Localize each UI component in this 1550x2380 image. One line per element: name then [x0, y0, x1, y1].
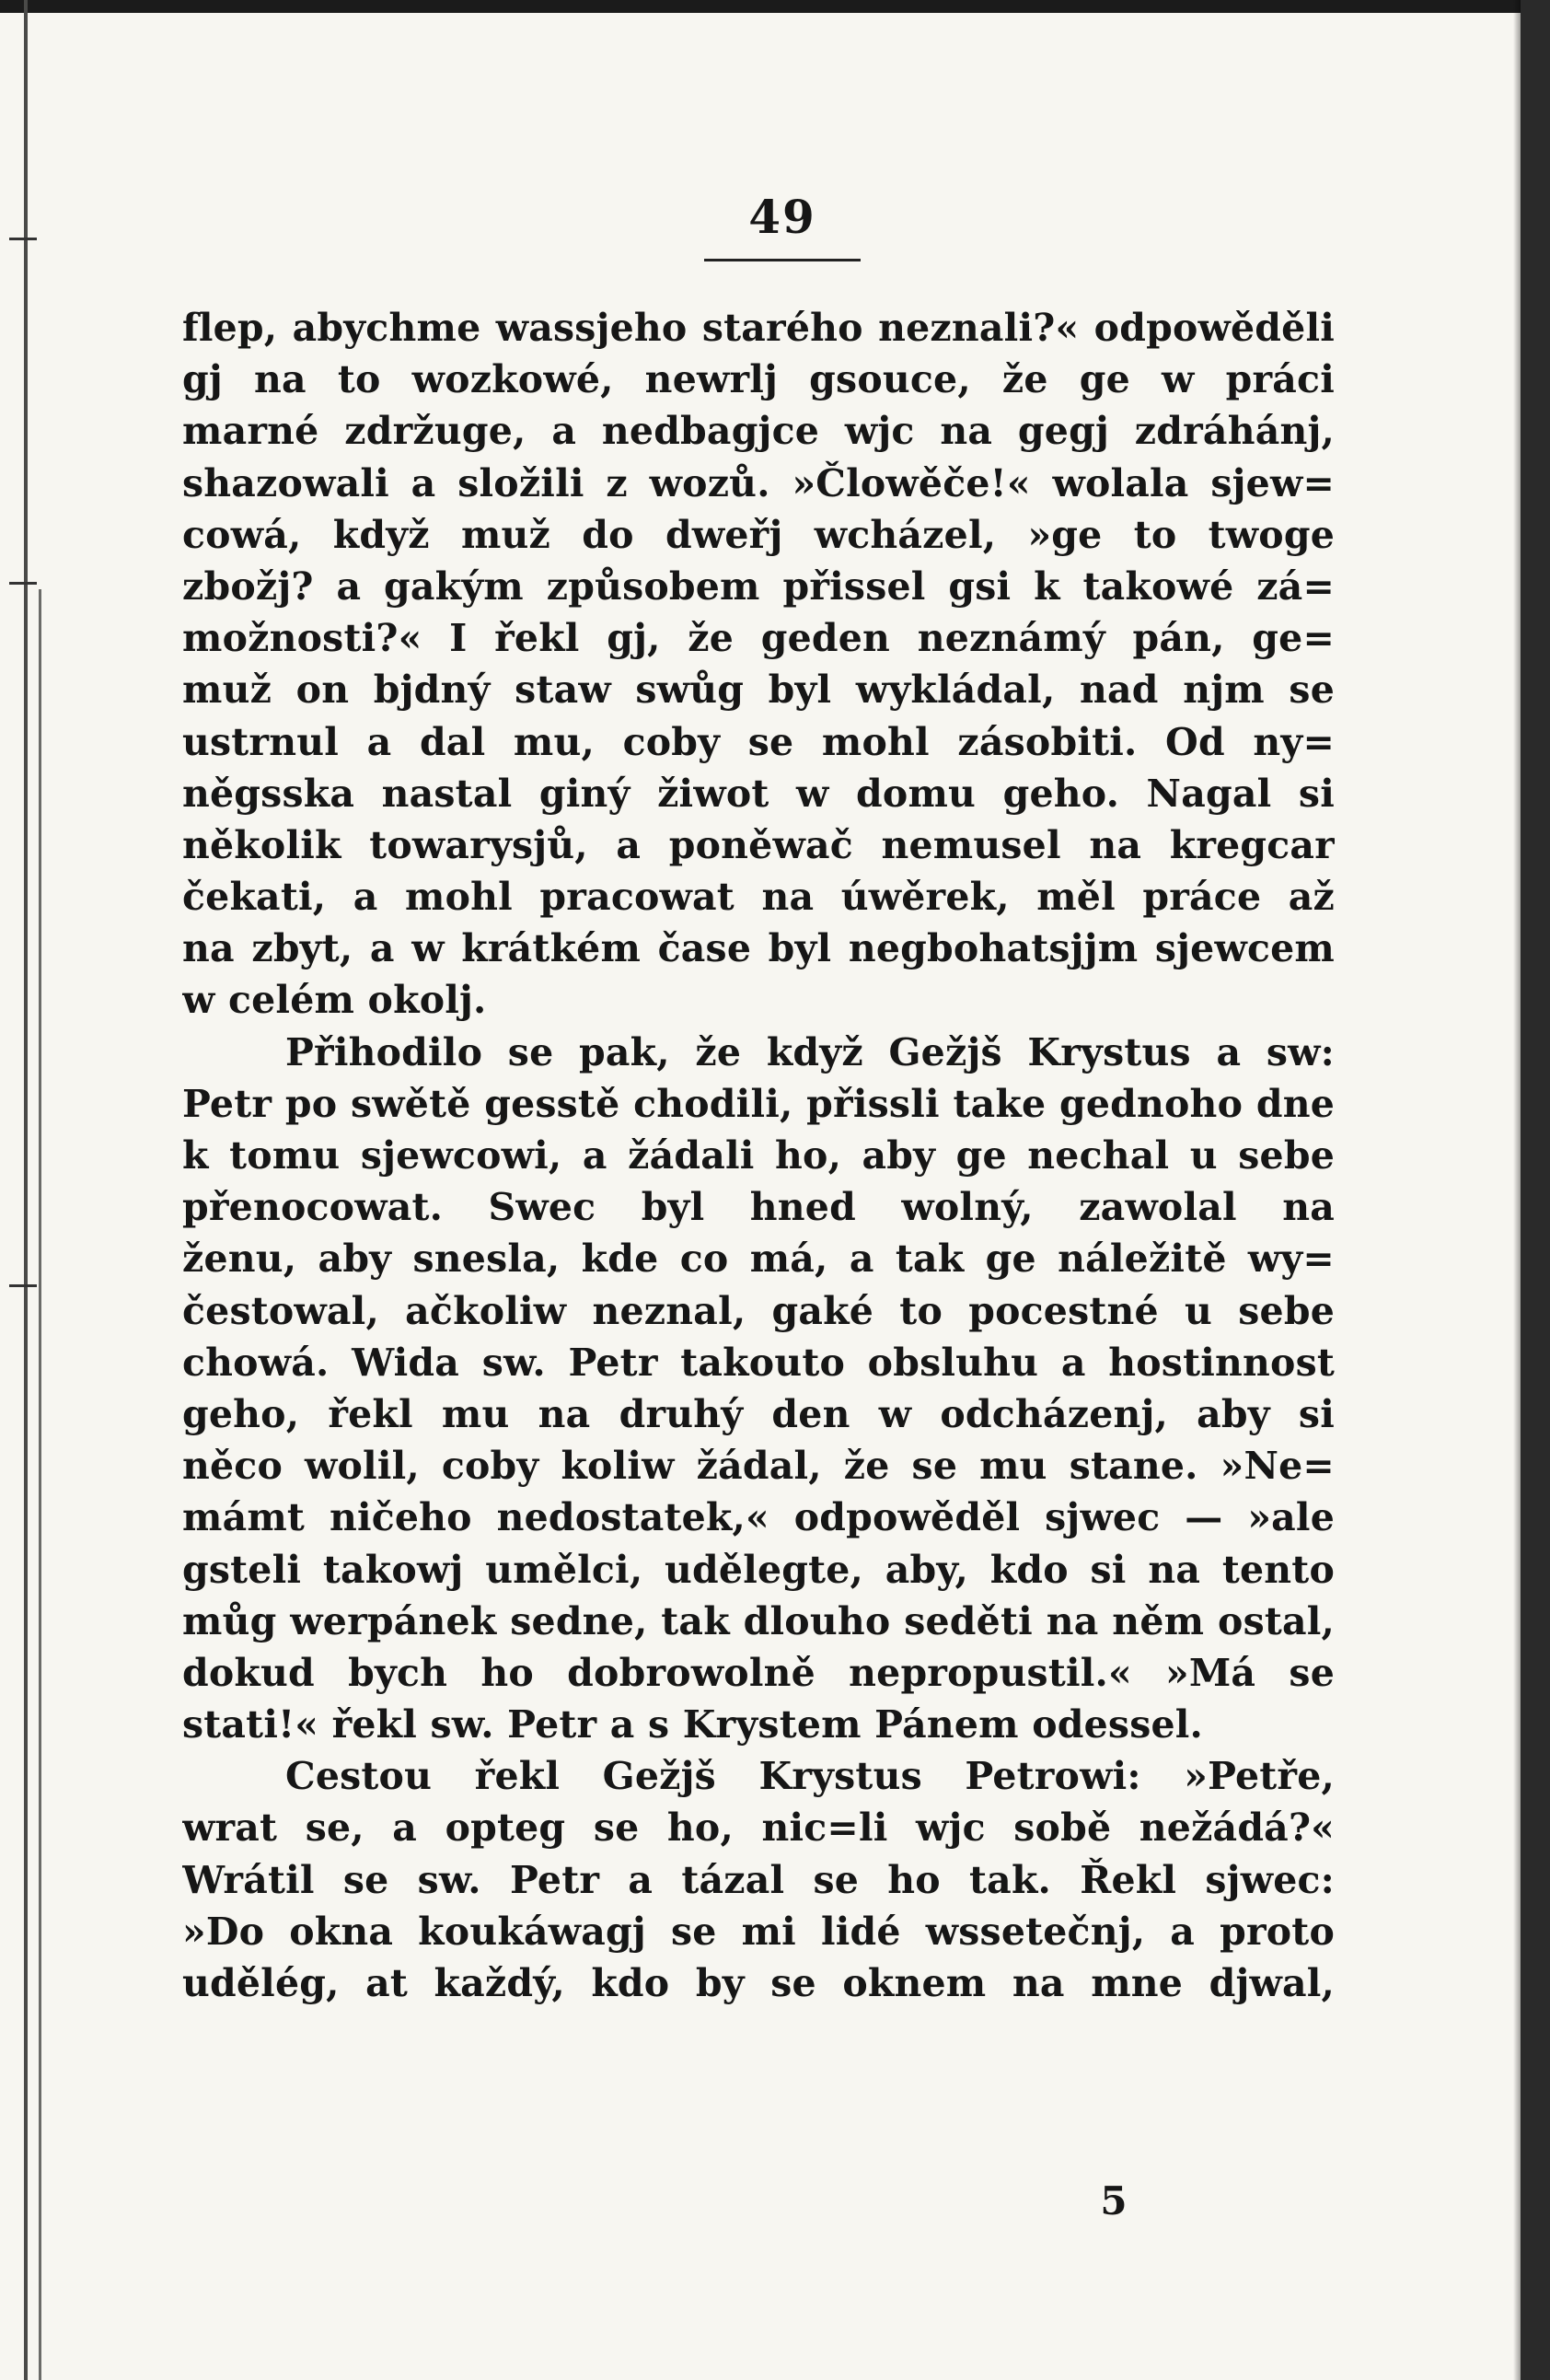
scan-right-edge: [1521, 0, 1550, 2380]
text-line: můg werpánek sedne, tak dlouho seděti na něm ostal,: [182, 1598, 1335, 1643]
text-line: něgsska nastal giný žiwot w domu geho. Nagal si: [182, 771, 1335, 816]
text-line: ženu, aby snesla, kde co má, a tak ge náležitě wy=: [182, 1236, 1335, 1282]
text-line: shazowali a složili z wozů. »Člowěče!« wolala sjew=: [182, 460, 1335, 505]
text-line: flep, abychme wassjeho starého neznali?« odpowěděli: [182, 306, 1335, 350]
binding-tick: [9, 1284, 37, 1287]
text-line: Přihodilo se pak, že když Gežjš Krystus a sw:: [285, 1029, 1335, 1074]
text-line: chowá. Wida sw. Petr takouto obsluhu a hostinnost: [182, 1340, 1335, 1385]
binding-rule-inner: [39, 589, 41, 2380]
page-number: 49: [748, 190, 816, 244]
binding-rule: [24, 0, 28, 2380]
text-line: možnosti?« I řekl gj, že geden neznámý pán, ge=: [182, 616, 1335, 661]
text-line: dokud bych ho dobrowolně nepropustil.« »Má se: [182, 1650, 1335, 1695]
text-line: cowá, když muž do dweřj wcházel, »ge to twoge: [182, 512, 1335, 557]
text-line: marné zdržuge, a nedbagjce wjc na gegj zdráhánj,: [182, 409, 1335, 454]
text-line: w celém okolj.: [182, 978, 487, 1023]
text-line: na zbyt, a w krátkém čase byl negbohatsjjm sjewcem: [182, 926, 1335, 971]
binding-tick: [9, 582, 37, 585]
text-line: Petr po swětě gesstě chodili, přissli take gednoho dne: [182, 1081, 1335, 1126]
text-line: Cestou řekl Gežjš Krystus Petrowi: »Petře,: [285, 1754, 1335, 1799]
page-number-rule: [704, 259, 861, 261]
text-line: udělég, at každý, kdo by se oknem na mne djwal,: [182, 1961, 1335, 2005]
text-line: mámt ničeho nedostatek,« odpowěděl sjwec — »ale: [182, 1495, 1335, 1540]
text-line: gsteli takowj umělci, udělegte, aby, kdo si na tento: [182, 1547, 1335, 1592]
text-line: zbožj? a gakým způsobem přissel gsi k takowé zá=: [182, 563, 1335, 609]
text-line: stati!« řekl sw. Petr a s Krystem Pánem odessel.: [182, 1702, 1204, 1747]
text-line: Wrátil se sw. Petr a tázal se ho tak. Řekl sjwec:: [182, 1857, 1335, 1902]
body-text: [182, 302, 1335, 2009]
text-line: wrat se, a opteg se ho, nic=li wjc sobě nežádá?«: [182, 1805, 1335, 1851]
scan-top-edge: [0, 0, 1550, 13]
signature-mark: 5: [1100, 2178, 1128, 2223]
text-line: k tomu sjewcowi, a žádali ho, aby ge nechal u sebe: [182, 1133, 1335, 1178]
text-line: geho, řekl mu na druhý den w odcházenj, aby si: [182, 1391, 1335, 1436]
text-line: něco wolil, coby koliw žádal, že se mu stane. »Ne=: [182, 1444, 1335, 1489]
text-line: ustrnul a dal mu, coby se mohl zásobiti. Od ny=: [182, 719, 1335, 764]
text-line: přenocowat. Swec byl hned wolný, zawolal na: [182, 1185, 1335, 1230]
binding-tick: [9, 238, 37, 240]
text-line: »Do okna koukáwagj se mi lidé wssetečnj, a proto: [182, 1909, 1335, 1954]
text-line: muž on bjdný staw swůg byl wykládal, nad njm se: [182, 668, 1335, 713]
text-line: několik towarysjů, a poněwač nemusel na kregcar: [182, 822, 1335, 867]
text-line: čekati, a mohl pracowat na úwěrek, měl práce až: [182, 875, 1335, 920]
text-line: gj na to wozkowé, newrlj gsouce, že ge w práci: [182, 357, 1335, 402]
text-line: čestowal, ačkoliw neznal, gaké to pocestné u sebe: [182, 1288, 1335, 1333]
